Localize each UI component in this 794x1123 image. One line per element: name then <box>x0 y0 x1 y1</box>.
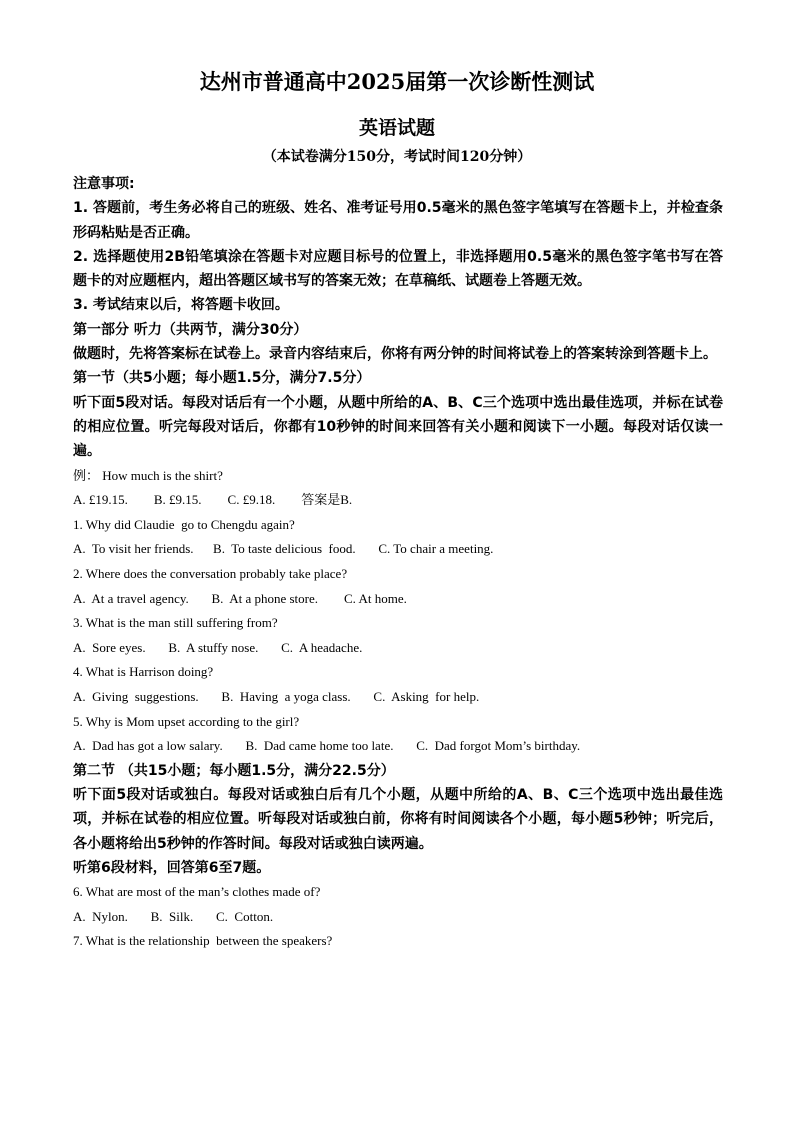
note-item-1: 1. 答题前，考生务必将自己的班级、姓名、准考证号用0.5毫米的黑色签字笔填写在答题卡上，并检查条形码粘贴是否正确。 <box>73 200 723 241</box>
question-3: 3. What is the man still suffering from? <box>73 615 278 631</box>
part1-instruction: 做题时，先将答案标在试卷上。录音内容结束后，你将有两分钟的时间将试卷上的答案转涂到答题卡上。 <box>73 346 717 363</box>
exam-info: （本试卷满分150分，考试时间120分钟） <box>262 149 532 165</box>
note-item-3: 3. 考试结束以后，将答题卡收回。 <box>73 297 289 314</box>
question-6-options: A. Nylon. B. Silk. C. Cotton. <box>73 908 274 924</box>
notes-heading: 注意事项: <box>73 176 135 192</box>
section1-heading: 第一节（共5小题；每小题1.5分，满分7.5分） <box>73 370 371 387</box>
question-3-options: A. Sore eyes. B. A stuffy nose. C. A headache. <box>73 639 363 655</box>
example-question: 例： How much is the shirt? <box>73 467 223 483</box>
question-6: 6. What are most of the man’s clothes made of? <box>73 884 321 900</box>
question-1-options: A. To visit her friends. B. To taste delicious food. C. To chair a meeting. <box>73 541 494 557</box>
question-5: 5. Why is Mom upset according to the girl? <box>73 713 300 729</box>
exam-content <box>73 172 723 954</box>
example-options: A. £19.15. B. £9.15. C. £9.18. 答案是B. <box>73 492 353 508</box>
question-4: 4. What is Harrison doing? <box>73 664 214 680</box>
question-7: 7. What is the relationship between the speakers? <box>73 933 333 949</box>
exam-subtitle: 英语试题 <box>358 117 435 139</box>
question-1: 1. Why did Claudie go to Chengdu again? <box>73 516 295 532</box>
question-4-options: A. Giving suggestions. B. Having a yoga class. C. Asking for help. <box>73 688 480 704</box>
material-6-heading: 听第6段材料，回答第6至7题。 <box>73 859 271 876</box>
section2-heading: 第二节 （共15小题；每小题1.5分，满分22.5分） <box>73 762 395 779</box>
exam-title: 达州市普通高中2025届第一次诊断性测试 <box>199 69 595 94</box>
question-5-options: A. Dad has got a low salary. B. Dad came home too late. C. Dad forgot Mom’s birthday. <box>73 738 581 754</box>
question-2: 2. Where does the conversation probably take place? <box>73 565 348 581</box>
question-2-options: A. At a travel agency. B. At a phone store. C. At home. <box>73 590 407 606</box>
part1-heading: 第一部分 听力（共两节，满分30分） <box>73 321 308 338</box>
note-item-2: 2. 选择题使用2B铅笔填涂在答题卡对应题目标号的位置上，非选择题用0.5毫米的黑色签字笔书写在答题卡的对应题框内，超出答题区域书写的答案无效；在草稿纸、试题卷上答题无效。 <box>73 248 723 290</box>
section1-instruction: 听下面5段对话。每段对话后有一个小题，从题中所给的A、B、C三个选项中选出最佳选项，并标在试卷的相应位置。听完每段对话后，你都有10秒钟的时间来回答有关小题和阅读下一小题。每段对话仅读一遍。 <box>73 394 723 460</box>
section2-instruction: 听下面5段对话或独白。每段对话或独白后有几个小题，从题中所给的A、B、C三个选项中选出最佳选项，并标在试卷的相应位置。听每段对话或独白前，你将有时间阅读各个小题，每小题5秒钟；听完后，各小题将给出5秒钟的作答时间。每段对话或独白读两遍。 <box>73 786 723 852</box>
